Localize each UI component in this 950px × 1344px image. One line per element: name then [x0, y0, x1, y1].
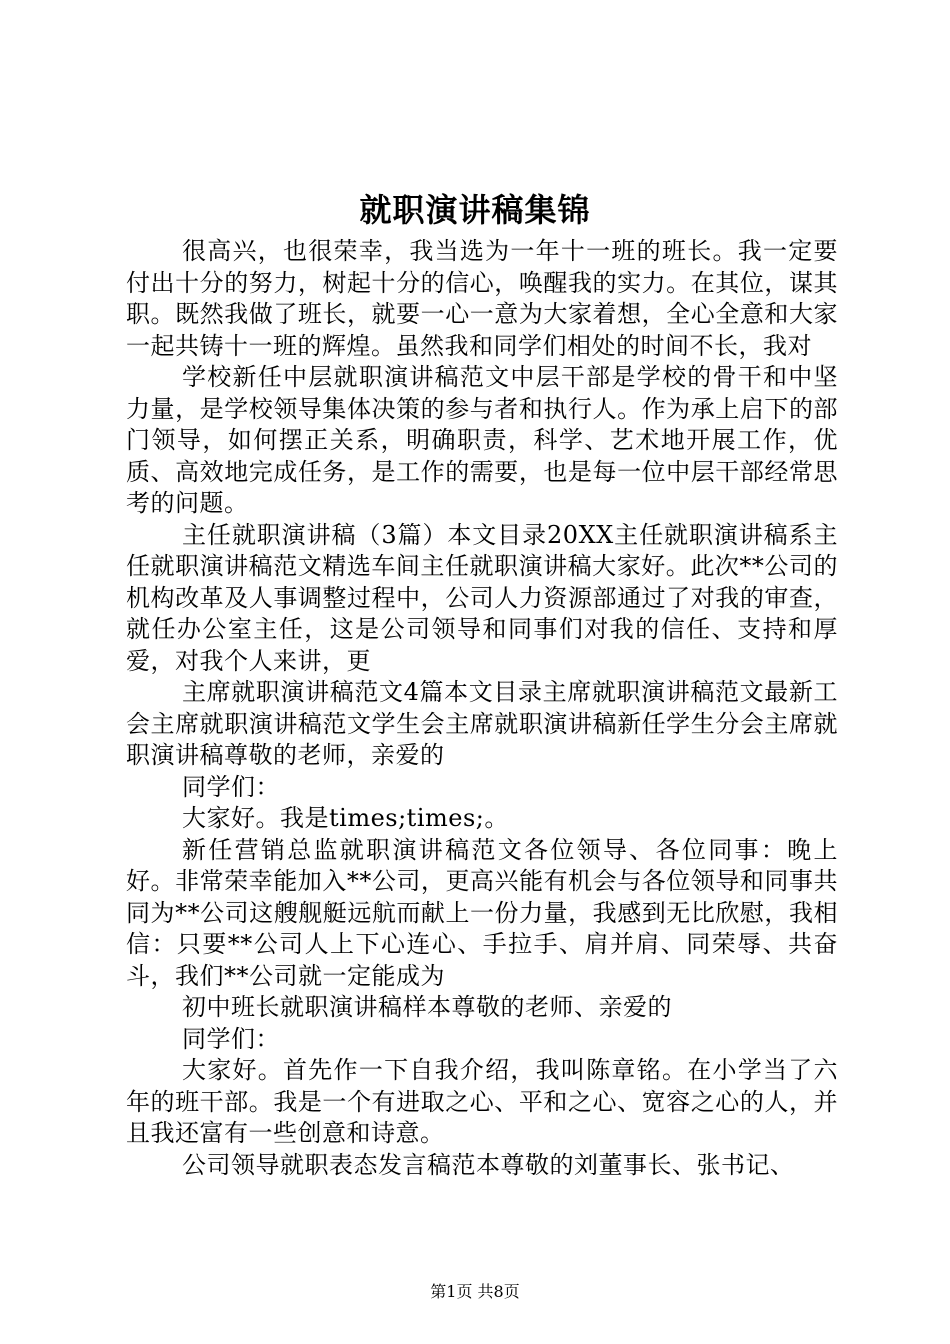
- paragraph: 同学们：: [182, 1024, 280, 1053]
- paragraph: 大家好。我是times;times;。: [182, 804, 509, 832]
- paragraph: 新任营销总监就职演讲稿范文各位领导、各位同事：晚上好。非常荣幸能加入**公司，更高兴能有机会与各位领导和同事共同为**公司这艘舰艇远航而献上一份力量，我感到无比欣慰，我相信：只要**公司人上下心连心、手拉手、肩并肩、同荣辱、共奋斗，我们**公司就一定能成为: [126, 835, 838, 990]
- paragraph: 同学们：: [182, 772, 280, 801]
- paragraph: 公司领导就职表态发言稿范本尊敬的刘董事长、张书记、: [182, 1150, 795, 1179]
- paragraph: 大家好。首先作一下自我介绍，我叫陈章铭。在小学当了六年的班干部。我是一个有进取之心、平和之心、宽容之心的人，并且我还富有一些创意和诗意。: [126, 1056, 838, 1147]
- paragraph: 初中班长就职演讲稿样本尊敬的老师、亲爱的: [182, 993, 672, 1021]
- paragraph: 主任就职演讲稿（3篇）本文目录20XX主任就职演讲稿系主任就职演讲稿范文精选车间主任就职演讲稿大家好。此次**公司的机构改革及人事调整过程中，公司人力资源部通过了对我的审查，就任办公室主任，这是公司领导和同事们对我的信任、支持和厚爱，对我个人来讲，更: [126, 520, 838, 675]
- document-body: [126, 236, 838, 1181]
- document-title: 就职演讲稿集锦: [359, 191, 591, 229]
- paragraph: 学校新任中层就职演讲稿范文中层干部是学校的骨干和中坚力量，是学校领导集体决策的参与者和执行人。作为承上启下的部门领导，如何摆正关系，明确职责，科学、艺术地开展工作，优质、高效地完成任务，是工作的需要，也是每一位中层干部经常思考的问题。: [126, 363, 838, 517]
- paragraph: 很高兴，也很荣幸，我当选为一年十一班的班长。我一定要付出十分的努力，树起十分的信心，唤醒我的实力。在其位，谋其职。既然我做了班长，就要一心一意为大家着想，全心全意和大家一起共铸十一班的辉煌。虽然我和同学们相处的时间不长，我对: [126, 237, 838, 360]
- paragraph: 主席就职演讲稿范文4篇本文目录主席就职演讲稿范文最新工会主席就职演讲稿范文学生会主席就职演讲稿新任学生分会主席就职演讲稿尊敬的老师，亲爱的: [126, 678, 838, 769]
- page-footer: 第1页 共8页: [430, 1282, 520, 1301]
